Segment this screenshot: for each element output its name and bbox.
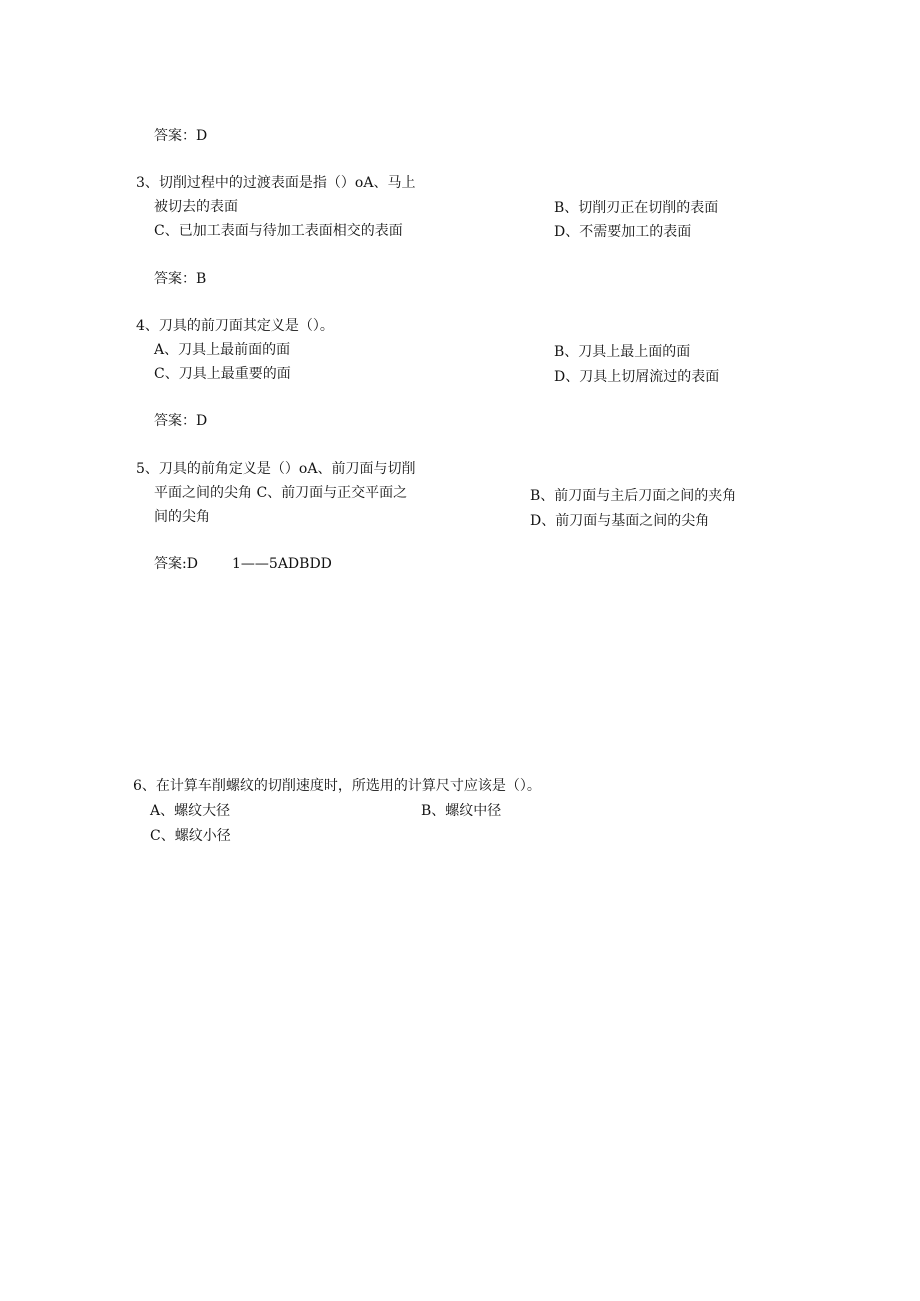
q5-option-b: B、前刀面与主后刀面之间的夹角: [530, 488, 737, 504]
q5-answer: 答案:D: [154, 556, 198, 572]
q4-option-c: C、刀具上最重要的面: [154, 366, 291, 382]
q4-answer: 答案：D: [154, 413, 208, 429]
q5-stem-line-3: 间的尖角: [154, 509, 210, 525]
q5-stem-line-1: 5、刀具的前角定义是（）oA、前刀面与切削: [136, 461, 416, 477]
q3-option-b: B、切削刃正在切削的表面: [554, 200, 719, 216]
answer-summary: 1——5ADBDD: [232, 556, 332, 572]
q6-option-c: C、螺纹小径: [150, 828, 231, 844]
q4-option-d: D、刀具上切屑流过的表面: [554, 369, 720, 385]
q3-option-d: D、不需要加工的表面: [554, 224, 692, 240]
q6-option-b: B、螺纹中径: [421, 803, 502, 819]
q3-answer: 答案：B: [154, 271, 207, 287]
q6-stem: 6、在计算车削螺纹的切削速度时，所选用的计算尺寸应该是（）。: [133, 778, 541, 794]
q3-stem-line-2: 被切去的表面: [154, 199, 238, 215]
q3-option-c: C、已加工表面与待加工表面相交的表面: [154, 223, 403, 239]
q6-option-a: A、螺纹大径: [150, 803, 231, 819]
q4-option-b: B、刀具上最上面的面: [554, 344, 691, 360]
q4-option-a: A、刀具上最前面的面: [154, 342, 291, 358]
q5-stem-line-2: 平面之间的尖角 C、前刀面与正交平面之: [154, 485, 408, 501]
q3-stem-line-1: 3、切削过程中的过渡表面是指（）oA、马上: [136, 175, 416, 191]
answer-2: 答案：D: [154, 128, 208, 144]
q5-option-d: D、前刀面与基面之间的尖角: [530, 513, 710, 529]
q4-stem: 4、刀具的前刀面其定义是（）。: [136, 318, 334, 334]
